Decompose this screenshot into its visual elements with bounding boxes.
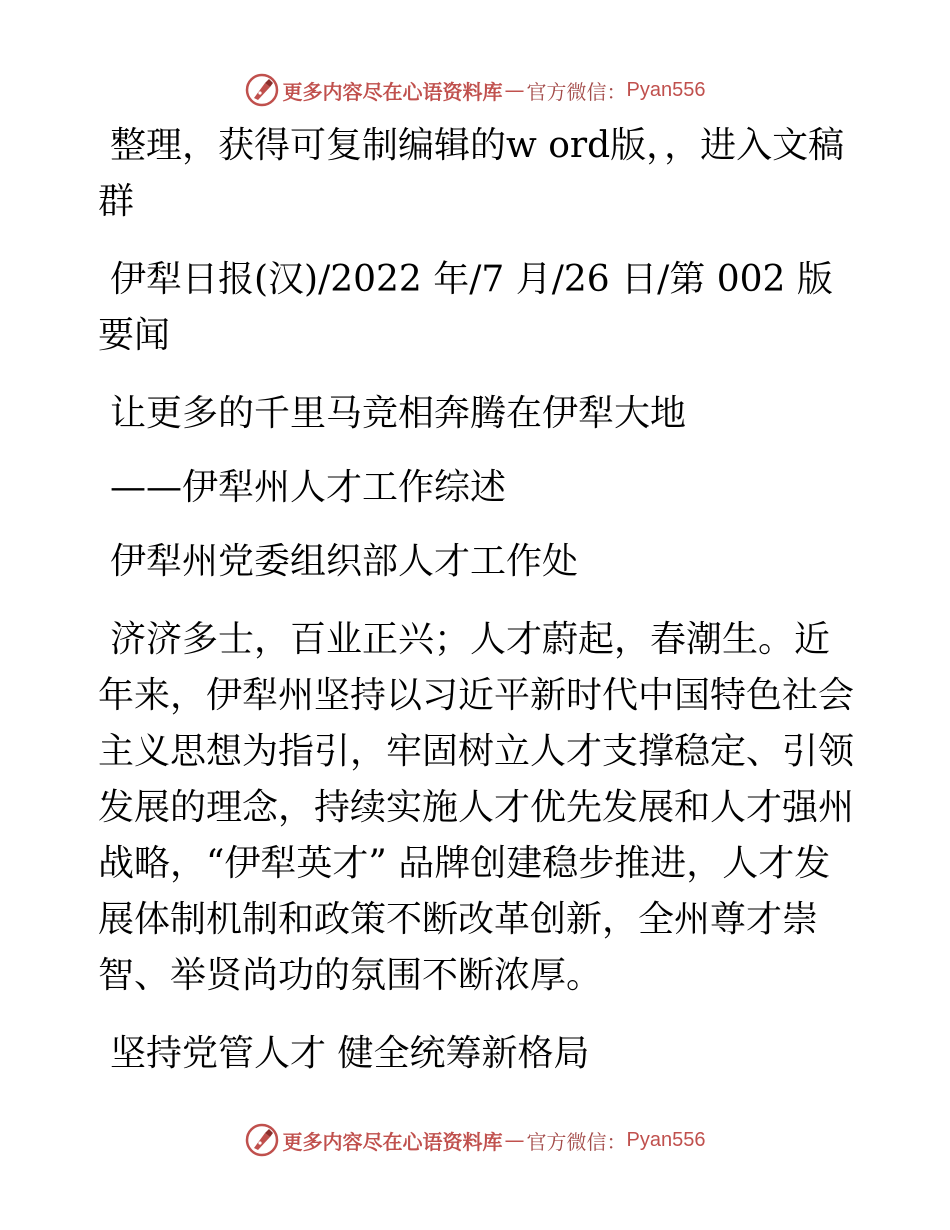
watermark-dash: — bbox=[504, 78, 525, 102]
paragraph-section-heading: 坚持党管人才 健全统筹新格局 bbox=[110, 1033, 590, 1074]
watermark-id-text: Pyan556 bbox=[626, 78, 706, 101]
watermark-main-text: 更多内容尽在心语资料库 bbox=[282, 79, 503, 104]
header-watermark bbox=[0, 72, 950, 108]
pen-nib-logo-icon bbox=[245, 1123, 279, 1157]
document-body bbox=[98, 118, 858, 1104]
paragraph-source-line: 伊犁日报(汉)/2022 年/7 月/26 日/第 002 版要闻 bbox=[98, 259, 833, 356]
pen-nib-logo-icon bbox=[245, 73, 279, 107]
watermark-id-text: Pyan556 bbox=[626, 1128, 706, 1151]
paragraph-author: 伊犁州党委组织部人才工作处 bbox=[110, 541, 579, 582]
paragraph-subheadline: ——伊犁州人才工作综述 bbox=[110, 467, 507, 508]
paragraph-intro-note: 整理，获得可复制编辑的w ord版，，进入文稿群 bbox=[98, 125, 845, 222]
watermark-sub-text: 官方微信： bbox=[526, 79, 627, 104]
footer-watermark bbox=[0, 1122, 950, 1158]
watermark-main-text: 更多内容尽在心语资料库 bbox=[282, 1129, 503, 1154]
paragraph-body: 济济多士，百业正兴；人才蔚起，春潮生。近年来，伊犁州坚持以习近平新时代中国特色社会主义思想为指引，牢固树立人才支撑稳定、引领发展的理念，持续实施人才优先发展和人才强州战略，“伊犁英才” 品牌创建稳步推进，人才发展体制机制和政策不断改革创新，全州尊才崇智、举贤尚功的氛围不断浓厚。 bbox=[98, 619, 855, 996]
watermark-sub-text: 官方微信： bbox=[526, 1129, 627, 1154]
watermark-dash: — bbox=[504, 1128, 525, 1152]
paragraph-headline: 让更多的千里马竞相奔腾在伊犁大地 bbox=[110, 393, 687, 434]
